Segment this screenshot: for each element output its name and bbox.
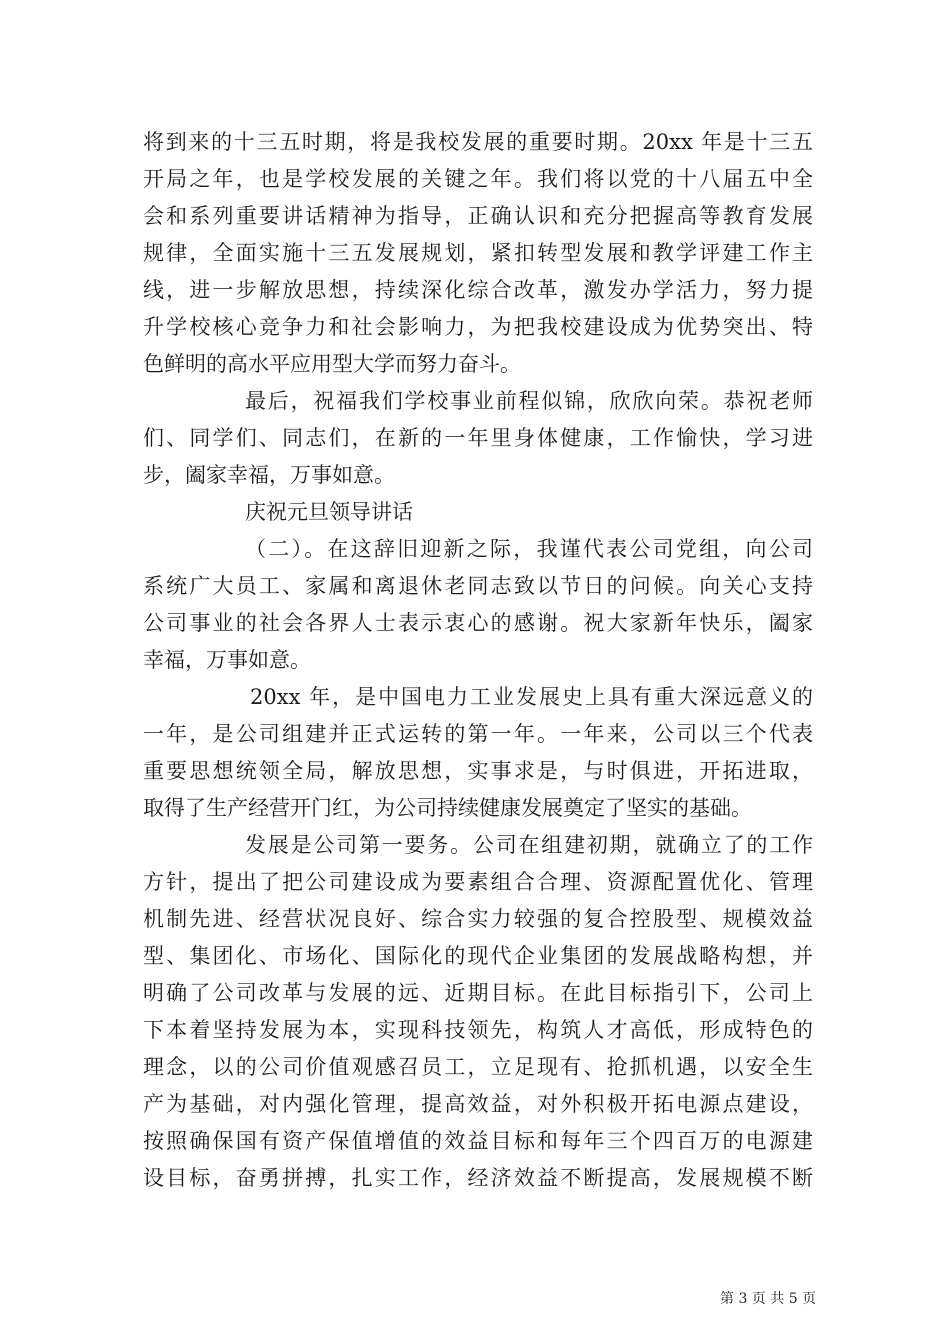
text-line: 线，进一步解放思想，持续深化综合改革，激发办学活力，努力提 [143, 278, 813, 302]
text-line: 明确了公司改革与发展的远、近期目标。在此目标指引下，公司上 [143, 981, 813, 1005]
text-line: 产为基础，对内强化管理，提高效益，对外积极开拓电源点建设， [143, 1092, 813, 1116]
text-line: 取得了生产经营开门红，为公司持续健康发展奠定了坚实的基础。 [143, 796, 752, 820]
text-line: 色鲜明的高水平应用型大学而努力奋斗。 [143, 352, 521, 376]
text-line: 会和系列重要讲话精神为指导，正确认识和充分把握高等教育发展 [143, 204, 813, 228]
paragraph-first-line: 发展是公司第一要务。公司在组建初期，就确立了的工作 [245, 833, 813, 857]
text-line: 设目标，奋勇拼搏，扎实工作，经济效益不断提高，发展规模不断 [143, 1166, 813, 1190]
text-line: 步，阖家幸福，万事如意。 [143, 463, 395, 487]
paragraph-first-line: （二）。在这辞旧迎新之际，我谨代表公司党组，向公司 [245, 537, 813, 561]
text-line: 方针，提出了把公司建设成为要素组合合理、资源配置优化、管理 [143, 870, 813, 894]
text-line: 公司事业的社会各界人士表示衷心的感谢。祝大家新年快乐，阖家 [143, 611, 813, 635]
text-line: 型、集团化、市场化、国际化的现代企业集团的发展战略构想，并 [143, 944, 813, 968]
section-heading: 庆祝元旦领导讲话 [245, 500, 413, 524]
text-line: 们、同学们、同志们，在新的一年里身体健康，工作愉快，学习进 [143, 426, 813, 450]
paragraph-first-line: 最后，祝福我们学校事业前程似锦，欣欣向荣。恭祝老师 [245, 389, 813, 413]
text-line: 幸福，万事如意。 [143, 648, 311, 672]
paragraph-first-line: 20xx 年，是中国电力工业发展史上具有重大深远意义的 [250, 685, 813, 709]
text-line: 下本着坚持发展为本，实现科技领先，构筑人才高低，形成特色的 [143, 1018, 813, 1042]
page-number-footer: 第 3 页 共 5 页 [720, 1291, 817, 1307]
text-line: 将到来的十三五时期，将是我校发展的重要时期。20xx 年是十三五 [143, 130, 813, 154]
text-line: 规律，全面实施十三五发展规划，紧扣转型发展和教学评建工作主 [143, 241, 813, 265]
text-line: 一年，是公司组建并正式运转的第一年。一年来，公司以三个代表 [143, 722, 813, 746]
text-line: 重要思想统领全局，解放思想，实事求是，与时俱进，开拓进取， [143, 759, 813, 783]
text-line: 理念，以的公司价值观感召员工，立足现有、抢抓机遇，以安全生 [143, 1055, 813, 1079]
text-line: 开局之年，也是学校发展的关键之年。我们将以党的十八届五中全 [143, 167, 813, 191]
text-line: 升学校核心竞争力和社会影响力，为把我校建设成为优势突出、特 [143, 315, 813, 339]
text-line: 按照确保国有资产保值增值的效益目标和每年三个四百万的电源建 [143, 1129, 813, 1153]
text-line: 机制先进、经营状况良好、综合实力较强的复合控股型、规模效益 [143, 907, 813, 931]
text-line: 系统广大员工、家属和离退休老同志致以节日的问候。向关心支持 [143, 574, 813, 598]
